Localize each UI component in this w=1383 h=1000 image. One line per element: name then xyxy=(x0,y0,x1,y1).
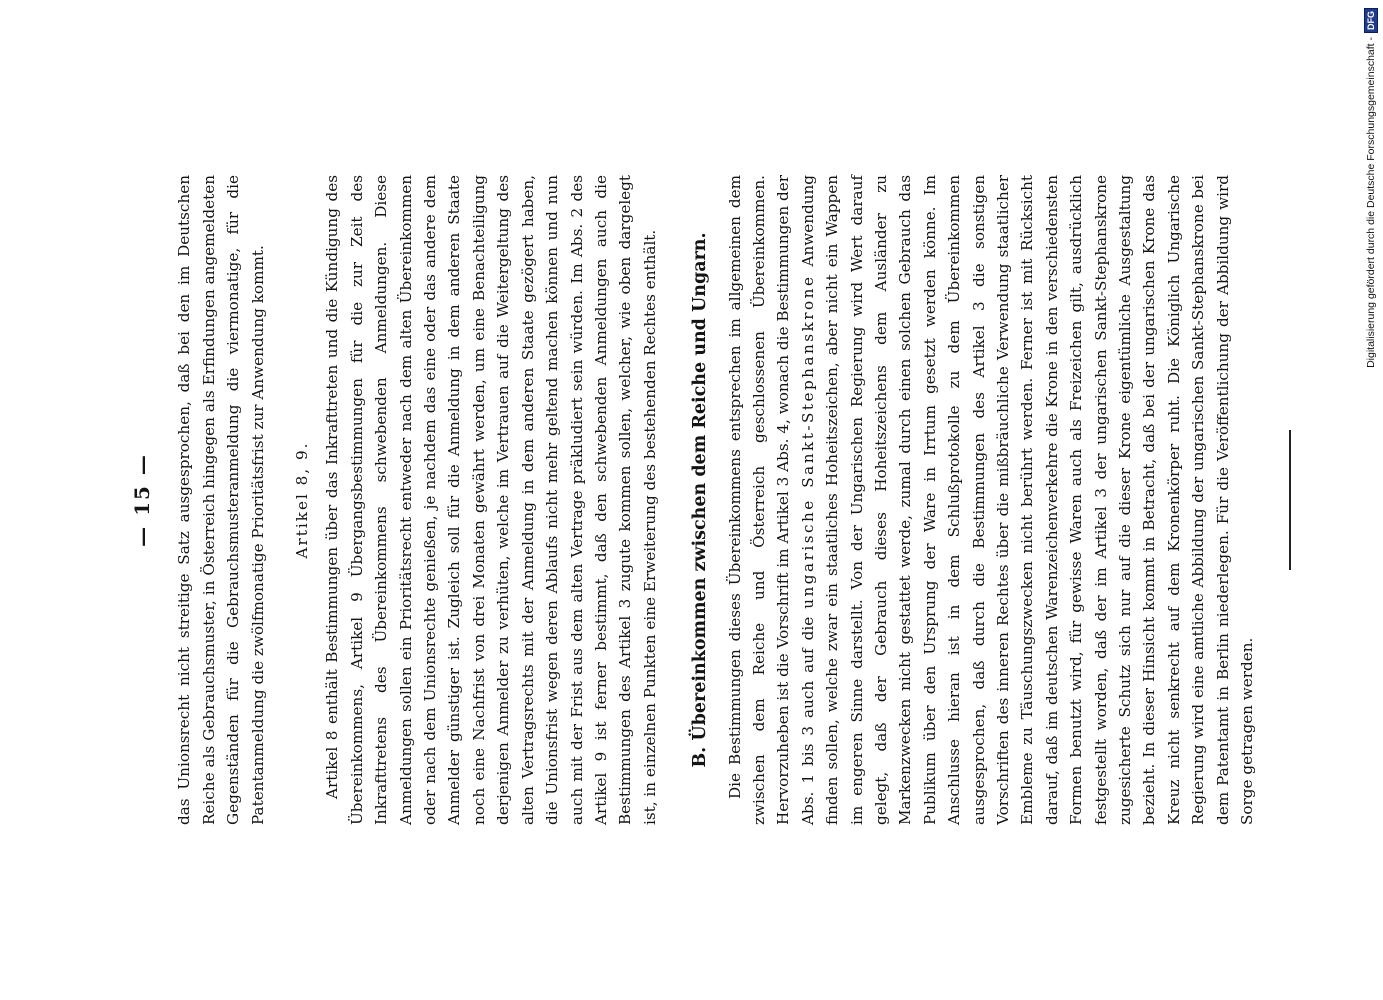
section-heading: B. Übereinkommen zwischen dem Reiche und Ungarn. xyxy=(690,232,711,768)
article-heading: Artikel 8, 9. xyxy=(293,441,312,559)
section-paragraph-part-1: Die Bestimmungen dieses Übereinkommens entsprechen im allgemeinen dem zwischen dem Reiche und Österreich geschlossenen Übereinkommen. Hervorzuheben ist die Vorschrift im Artikel 3 Abs. 4, wonach die Bestimmungen der Abs. 1 bis 3 auch auf die xyxy=(725,175,817,825)
page-number: — 15 — xyxy=(130,453,154,547)
margin-note xyxy=(1364,8,1378,992)
section-paragraph-part-2: Anwendung finden sollen, welche zwar ein staatliches Hoheitszeichen, aber nicht ein Wappen im engeren Sinne darstellt. Von der Ungarischen Regierung wird Wert darauf gelegt, daß der Gebrauch dieses Hoheitszeichens dem Ausländer zu Markenzwecken nicht gestattet werde, zumal durch einen solchen Gebrauch das Publikum über den Ursprung der Ware in Irrtum gesetzt werden könne. Im Anschlusse hieran ist in dem Schlußprotokolle zu dem Übereinkommen ausgesprochen, daß durch die Bestimmungen des Artikel 3 die sonstigen Vorschriften des inneren Rechtes über die mißbräuchliche Verwendung staatlicher Embleme zu Täuschungszwecken nicht berührt werden. Ferner ist mit Rücksicht darauf, daß im deutschen Warenzeichenverkehre die Krone in den verschiedensten Formen benutzt wird, für gewisse Waren auch als Freizeichen gilt, ausdrücklich festgestellt worden, daß der im Artikel 3 der ungarischen Sankt-Stephanskrone zugesicherte Schutz sich nur auf die dieser Krone eigentümliche Ausgestaltung bezieht. In dieser Hinsicht kommt in Betracht, daß bei der ungarischen Krone das Kreuz nicht senkrecht auf dem Kronenkörper ruht. Die Königlich Ungarische Regierung wird eine amtliche Abbildung der ungarischen Sankt-Stephanskrone bei dem Patentamt in Berlin niederlegen. Für die Veröffentlichung der Abbildung wird Sorge getragen werden. xyxy=(798,174,1257,825)
article-paragraph: Artikel 8 enthält Bestimmungen über das Inkrafttreten und die Kündigung des Übereinkommens, Artikel 9 Übergangsbestimmungen für die zur Zeit des Inkrafttretens des Übereinkommens schwebenden Anmeldungen. Diese Anmeldungen sollen ein Prioritätsrecht entweder nach dem alten Übereinkommen oder nach dem Unionsrechte genießen, je nachdem das eine oder das andere dem Anmelder günstiger ist. Zugleich soll für die Anmeldung in dem anderen Staate noch eine Nachfrist von drei Monaten gewährt werden, um eine Benachteiligung derjenigen Anmelder zu verhüten, welche im Vertrauen auf die Weitergeltung des alten Vertragsrechts mit der Anmeldung in dem anderen Staate gezögert haben, die Unionsfrist wegen deren Ablaufs nicht mehr geltend machen können und nun auch mit der Frist aus dem alten Vertrage präkludiert sein würden. Im Abs. 2 des Artikel 9 ist ferner bestimmt, daß den schwebenden Anmeldungen auch die Bestimmungen des Artikel 3 zugute kommen sollen, welcher, wie oben dargelegt ist, in einzelnen Punkten eine Erweiterung des bestehenden Rechtes enthält. xyxy=(323,175,659,825)
end-rule xyxy=(1289,430,1291,570)
intro-paragraph: das Unionsrecht nicht streitige Satz ausgesprochen, daß bei den im Deutschen Reiche als Gebrauchsmuster, in Österreich hingegen als Erfindungen angemeldeten Gegenständen für die Gebrauchsmusteranmeldung die viermonatige, für die Patentanmeldung die zwölfmonatige Prioritätsfrist zur Anwendung kommt. xyxy=(175,175,267,825)
spaced-term: ungarische Sankt-Stephanskrone xyxy=(798,274,817,609)
margin-note-text: Digitalisierung gefördert durch die Deutsche Forschungsgemeinschaft - xyxy=(1365,37,1377,368)
dfg-logo: DFG xyxy=(1364,8,1378,33)
rotated-document-page xyxy=(130,174,1257,825)
section-paragraph xyxy=(723,175,1260,825)
